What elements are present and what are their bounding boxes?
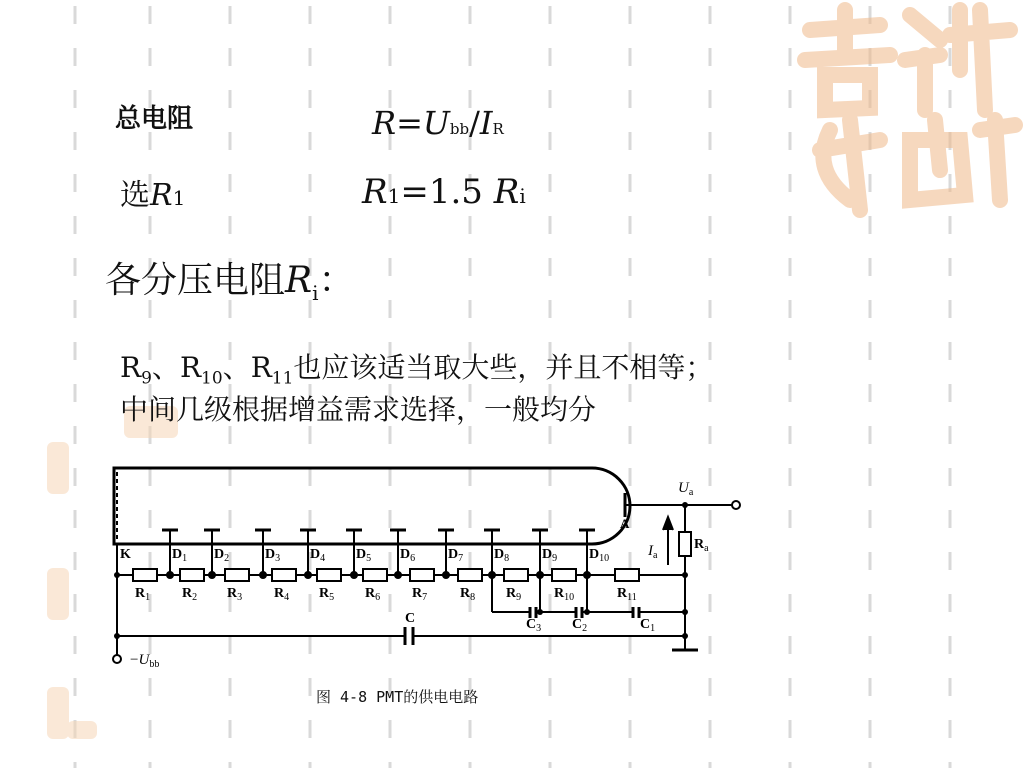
formula-subscript: 11 (271, 368, 294, 389)
ua-subscript: a (688, 487, 694, 498)
divider-resistor (615, 569, 639, 581)
pmt-circuit-diagram (100, 460, 760, 675)
dynode-label: $D_5$ (356, 547, 372, 564)
resistor-label: $R_{11}$ (617, 586, 637, 603)
ra-label (694, 537, 709, 554)
resistor-label: $R_2$ (182, 586, 198, 603)
select-text: 选 (120, 178, 150, 213)
dynode-label: $D_1$ (172, 547, 188, 564)
tube-envelope (114, 468, 630, 544)
ra-resistor (679, 532, 691, 556)
watermark-seal (45, 440, 71, 496)
ua-label (678, 480, 694, 498)
paragraph-middle-stages: 中间几级根据增益需求选择，一般均分 (120, 393, 597, 426)
ia-symbol: I (648, 543, 653, 559)
dynode-label: $D_6$ (400, 547, 416, 564)
formula-symbol: R (285, 260, 313, 301)
formula-symbol: = (396, 104, 423, 142)
watermark-seal (45, 566, 71, 622)
capacitor-label: $C_3$ (526, 617, 542, 634)
resistor-label: $R_5$ (319, 586, 335, 603)
watermark-seal (45, 685, 100, 741)
resistor-label: $R_1$ (135, 586, 151, 603)
capacitor-label: $C_2$ (572, 617, 588, 634)
formula-subscript: 9 (141, 368, 152, 389)
resistor-label: $R_6$ (365, 586, 381, 603)
formula-symbol: R (372, 104, 397, 142)
resistor-label: $R_{10}$ (554, 586, 575, 603)
resistor-label: $R_7$ (412, 586, 428, 603)
formula-subscript: 1 (387, 184, 401, 208)
supply-terminal (113, 655, 121, 663)
ra-symbol: R (694, 537, 705, 552)
dynode-label: $D_{10}$ (589, 547, 610, 564)
supply-subscript: bb (149, 659, 160, 670)
resistor-symbol: R (250, 351, 272, 384)
supply-label (130, 652, 159, 670)
dynode-label: $D_3$ (265, 547, 281, 564)
resistor-label: $R_3$ (227, 586, 243, 603)
formula-subscript: R (492, 120, 504, 138)
paragraph-text: 也应该适当取大些，并且不相等； (293, 351, 714, 384)
heading-colon: ： (318, 260, 355, 301)
cathode-label: K (120, 547, 131, 562)
formula-symbol: =1.5 (400, 172, 494, 212)
dynode-label: $D_8$ (494, 547, 510, 564)
dynode-label: $D_4$ (310, 547, 326, 564)
select-r1-label (120, 170, 185, 214)
divider-resistor (225, 569, 249, 581)
divider-resistor (317, 569, 341, 581)
supply-prefix: − (130, 652, 139, 668)
formula-symbol: R (362, 172, 388, 212)
figure-caption: 图 4-8 PMT的供电电路 (316, 688, 479, 706)
resistor-symbol: R (179, 351, 202, 384)
anode-label: A (620, 516, 630, 531)
resistor-symbol: R (120, 351, 142, 384)
formula-symbol: U (422, 104, 450, 142)
divider-resistor (133, 569, 157, 581)
resistor-label: $R_8$ (460, 586, 476, 603)
ua-symbol: U (678, 480, 689, 496)
paragraph-r9-r11 (120, 346, 713, 389)
divider-resistor (272, 569, 296, 581)
divider-resistor (180, 569, 204, 581)
dynode-label: $D_7$ (448, 547, 464, 564)
heading-text: 各分压电阻 (105, 260, 286, 301)
formula-subscript: 1 (172, 186, 186, 210)
total-resistance-title: 总电阻 (115, 104, 194, 134)
resistor-label: $R_4$ (274, 586, 290, 603)
formula-symbol: R (493, 172, 520, 212)
r1-formula (362, 172, 526, 212)
dynode-label: $D_2$ (214, 547, 230, 564)
main-capacitor-label: C (405, 611, 416, 626)
dynode-label: $D_9$ (542, 547, 558, 564)
supply-symbol: U (138, 652, 150, 668)
watermark-calligraphy (790, 0, 1024, 220)
resistor-label: $R_9$ (506, 586, 522, 603)
ua-terminal (732, 501, 740, 509)
formula-subscript: i (312, 281, 319, 306)
formula-symbol: / (469, 104, 480, 142)
separator: 、 (151, 351, 180, 384)
capacitor-label: $C_1$ (640, 617, 656, 634)
divider-resistor (458, 569, 482, 581)
formula-symbol: R (150, 178, 173, 213)
ra-subscript: a (704, 543, 709, 554)
formula-subscript: i (519, 184, 526, 208)
divider-resistors-heading (105, 252, 355, 305)
divider-resistor (363, 569, 387, 581)
divider-resistor (552, 569, 576, 581)
separator: 、 (222, 351, 251, 384)
divider-resistor (504, 569, 528, 581)
total-resistance-formula (372, 104, 504, 142)
formula-subscript: bb (449, 120, 470, 138)
formula-subscript: 10 (201, 368, 223, 389)
ia-subscript: a (653, 550, 658, 561)
ia-label (647, 543, 658, 561)
formula-symbol: I (479, 104, 493, 142)
divider-resistor (410, 569, 434, 581)
